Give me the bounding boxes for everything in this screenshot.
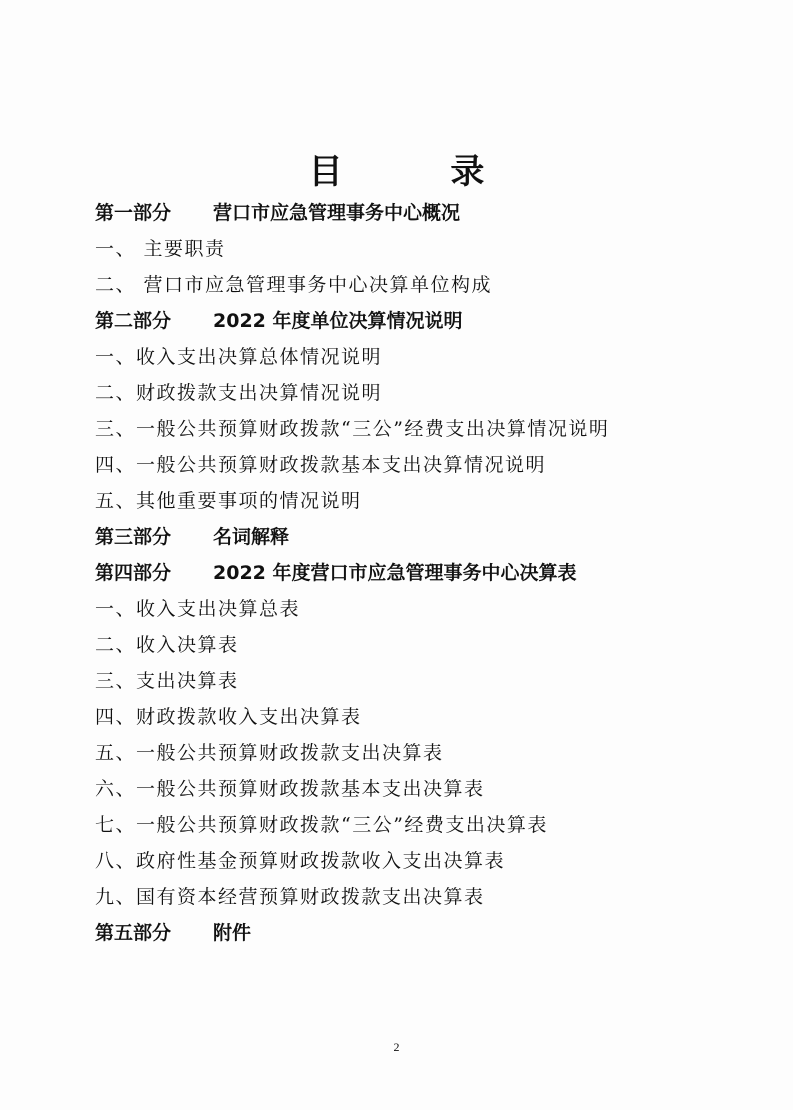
toc-item: 二、财政拨款支出决算情况说明	[95, 382, 383, 404]
toc-part-name: 2022 年度单位决算情况说明	[213, 310, 463, 332]
toc-part-1	[95, 195, 715, 231]
toc-item: 九、国有资本经营预算财政拨款支出决算表	[95, 886, 485, 908]
toc-item: 四、一般公共预算财政拨款基本支出决算情况说明	[95, 454, 547, 476]
toc-item: 二、收入决算表	[95, 634, 239, 656]
toc-part-2	[95, 303, 715, 339]
toc-part-name: 营口市应急管理事务中心概况	[213, 202, 461, 224]
toc-part-5	[95, 915, 715, 951]
toc-item: 六、一般公共预算财政拨款基本支出决算表	[95, 778, 485, 800]
toc-part-label: 第五部分	[95, 922, 172, 944]
toc-item: 一、收入支出决算总表	[95, 598, 301, 620]
toc-part-label: 第三部分	[95, 526, 172, 548]
toc-part-3	[95, 519, 715, 555]
toc-part-4	[95, 555, 715, 591]
page-number: 2	[393, 1040, 400, 1054]
table-of-contents	[95, 195, 715, 951]
toc-part-label: 第二部分	[95, 310, 172, 332]
toc-item: 五、一般公共预算财政拨款支出决算表	[95, 742, 444, 764]
page-title: 目 录	[308, 152, 533, 192]
toc-item: 八、政府性基金预算财政拨款收入支出决算表	[95, 850, 506, 872]
toc-item: 一、 主要职责	[95, 238, 226, 260]
toc-part-name: 名词解释	[213, 526, 290, 548]
toc-item: 二、 营口市应急管理事务中心决算单位构成	[95, 274, 493, 296]
toc-part-name: 2022 年度营口市应急管理事务中心决算表	[213, 562, 577, 584]
toc-item: 四、财政拨款收入支出决算表	[95, 706, 362, 728]
toc-item: 三、一般公共预算财政拨款“三公”经费支出决算情况说明	[95, 418, 610, 440]
toc-item: 三、支出决算表	[95, 670, 239, 692]
toc-part-label: 第一部分	[95, 202, 172, 224]
toc-part-name: 附件	[213, 922, 252, 944]
toc-item: 一、收入支出决算总体情况说明	[95, 346, 383, 368]
toc-part-label: 第四部分	[95, 562, 172, 584]
toc-item: 七、一般公共预算财政拨款“三公”经费支出决算表	[95, 814, 548, 836]
toc-item: 五、其他重要事项的情况说明	[95, 490, 362, 512]
